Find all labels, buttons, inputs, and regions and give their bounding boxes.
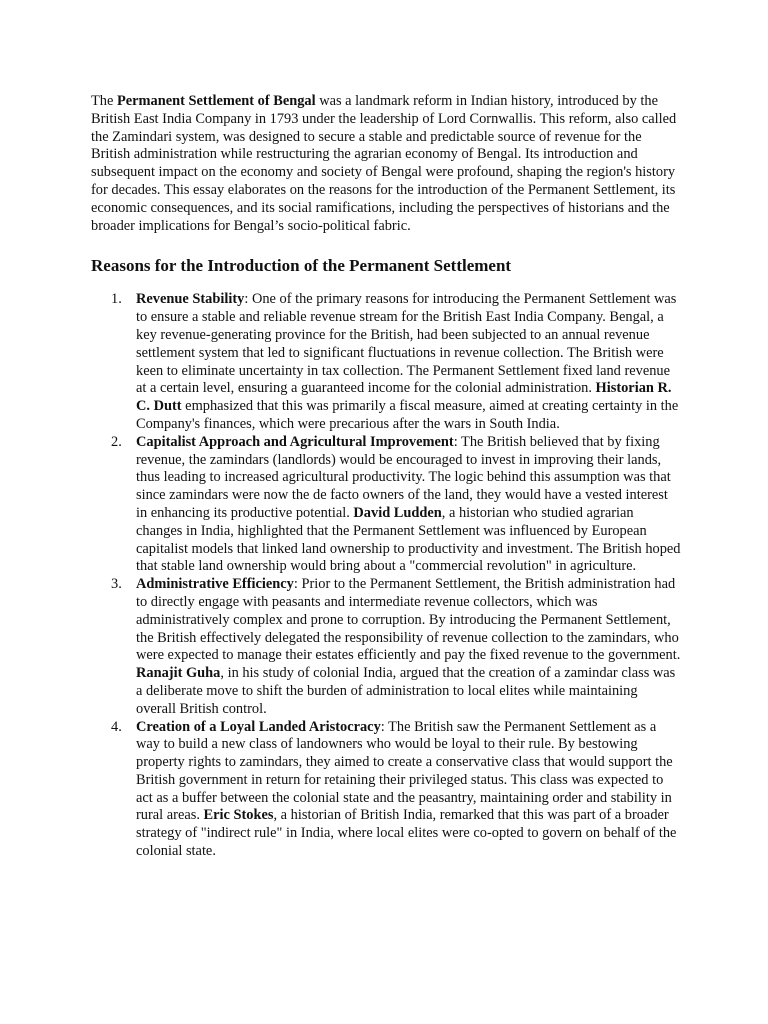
- reason-historian: Ranajit Guha: [136, 665, 221, 682]
- reason-title: Revenue Stability: [136, 291, 245, 308]
- reason-text: : Prior to the Permanent Settlement, the British administration had to directly engage with peasants and intermediate revenue collectors, which was administratively complex and prone to corruption. By introducing the Permanent Settlement, the British effectively delegated the responsibility of revenue collection to the zamindars, who were expected to manage their estates efficiently and pay the fixed revenue to the government.: [136, 576, 681, 664]
- reason-number: 4.: [111, 718, 122, 735]
- reason-title: Capitalist Approach and Agricultural Improvement: [136, 433, 454, 450]
- reason-text: : The British believed that by fixing revenue, the zamindars (landlords) would be encouraged to invest in improving their lands, thus leading to increased agricultural productivity. The logic behind this assumption was that since zamindars were now the de facto owners of the land, they would have a vested interest in enhancing its productive potential.: [136, 433, 671, 521]
- intro-text-body: was a landmark reform in Indian history, introduced by the British East India Company in 1793 under the leadership of Lord Cornwallis. This reform, also called the Zamindari system, was designed to secure a stable and predictable source of revenue for the British administration while restructuring the agrarian economy of Bengal. Its introduction and subsequent impact on the economy and society of Bengal were profound, shaping the region's history for decades. This essay elaborates on the reasons for the introduction of the Permanent Settlement, its economic consequences, and its social ramifications, including the perspectives of historians and the broader implications for Bengal’s socio-political fabric.: [91, 93, 677, 234]
- reason-historian: Historian R. C. Dutt: [136, 380, 672, 415]
- reason-title: Administrative Efficiency: [136, 576, 294, 593]
- reason-item-administrative-efficiency: [91, 576, 681, 718]
- reason-text-cont: , a historian of British India, remarked that this was part of a broader strategy of "indirect rule" in India, where local elites were co-opted to govern on behalf of the colonial state.: [136, 807, 677, 860]
- reason-text-cont: emphasized that this was primarily a fiscal measure, aimed at creating certainty in the Company's finances, which were precarious after the wars in South India.: [136, 398, 679, 432]
- reason-number: 3.: [111, 576, 122, 593]
- reason-historian: Eric Stokes: [203, 807, 274, 824]
- intro-text-lead: The: [91, 93, 117, 109]
- reason-text: : One of the primary reasons for introducing the Permanent Settlement was to ensure a stable and reliable revenue stream for the British East India Company. Bengal, a key revenue-generating province for the British, had been subjected to an annual revenue settlement system that led to significant fluctuations in revenue collection. The British were keen to eliminate uncertainty in tax collection. The Permanent Settlement fixed land revenue at a certain level, ensuring a guaranteed income for the colonial administration.: [136, 291, 677, 397]
- reason-item-capitalist-approach: [91, 434, 681, 576]
- intro-paragraph: [91, 93, 681, 235]
- reason-text-cont: , in his study of colonial India, argued that the creation of a zamindar class was a deliberate move to shift the burden of administration to local elites while maintaining overall British control.: [136, 665, 676, 717]
- reason-number: 2.: [111, 433, 122, 450]
- section-heading: Reasons for the Introduction of the Permanent Settlement: [91, 256, 512, 276]
- reason-historian: David Ludden: [353, 504, 442, 521]
- reason-number: 1.: [111, 291, 122, 308]
- reason-item-revenue-stability: [91, 291, 681, 433]
- reason-text: : The British saw the Permanent Settlement as a way to build a new class of landowners who would be loyal to their rule. By bestowing property rights to zamindars, they aimed to create a conservative class that would support the British government in return for retaining their privileged status. This class was expected to act as a buffer between the colonial state and the peasantry, maintaining order and stability in rural areas.: [136, 718, 673, 824]
- reasons-list: [91, 291, 681, 861]
- document-page: [91, 93, 681, 861]
- reason-title: Creation of a Loyal Landed Aristocracy: [136, 718, 381, 735]
- reason-item-loyal-aristocracy: [91, 719, 681, 861]
- intro-bold-term: Permanent Settlement of Bengal: [116, 93, 316, 109]
- reason-text-cont: , a historian who studied agrarian changes in India, highlighted that the Permanent Settlement was influenced by European capitalist models that linked land ownership to productivity and investment. The British hoped that stable land ownership would bring about a "commercial revolution" in agriculture.: [136, 504, 681, 575]
